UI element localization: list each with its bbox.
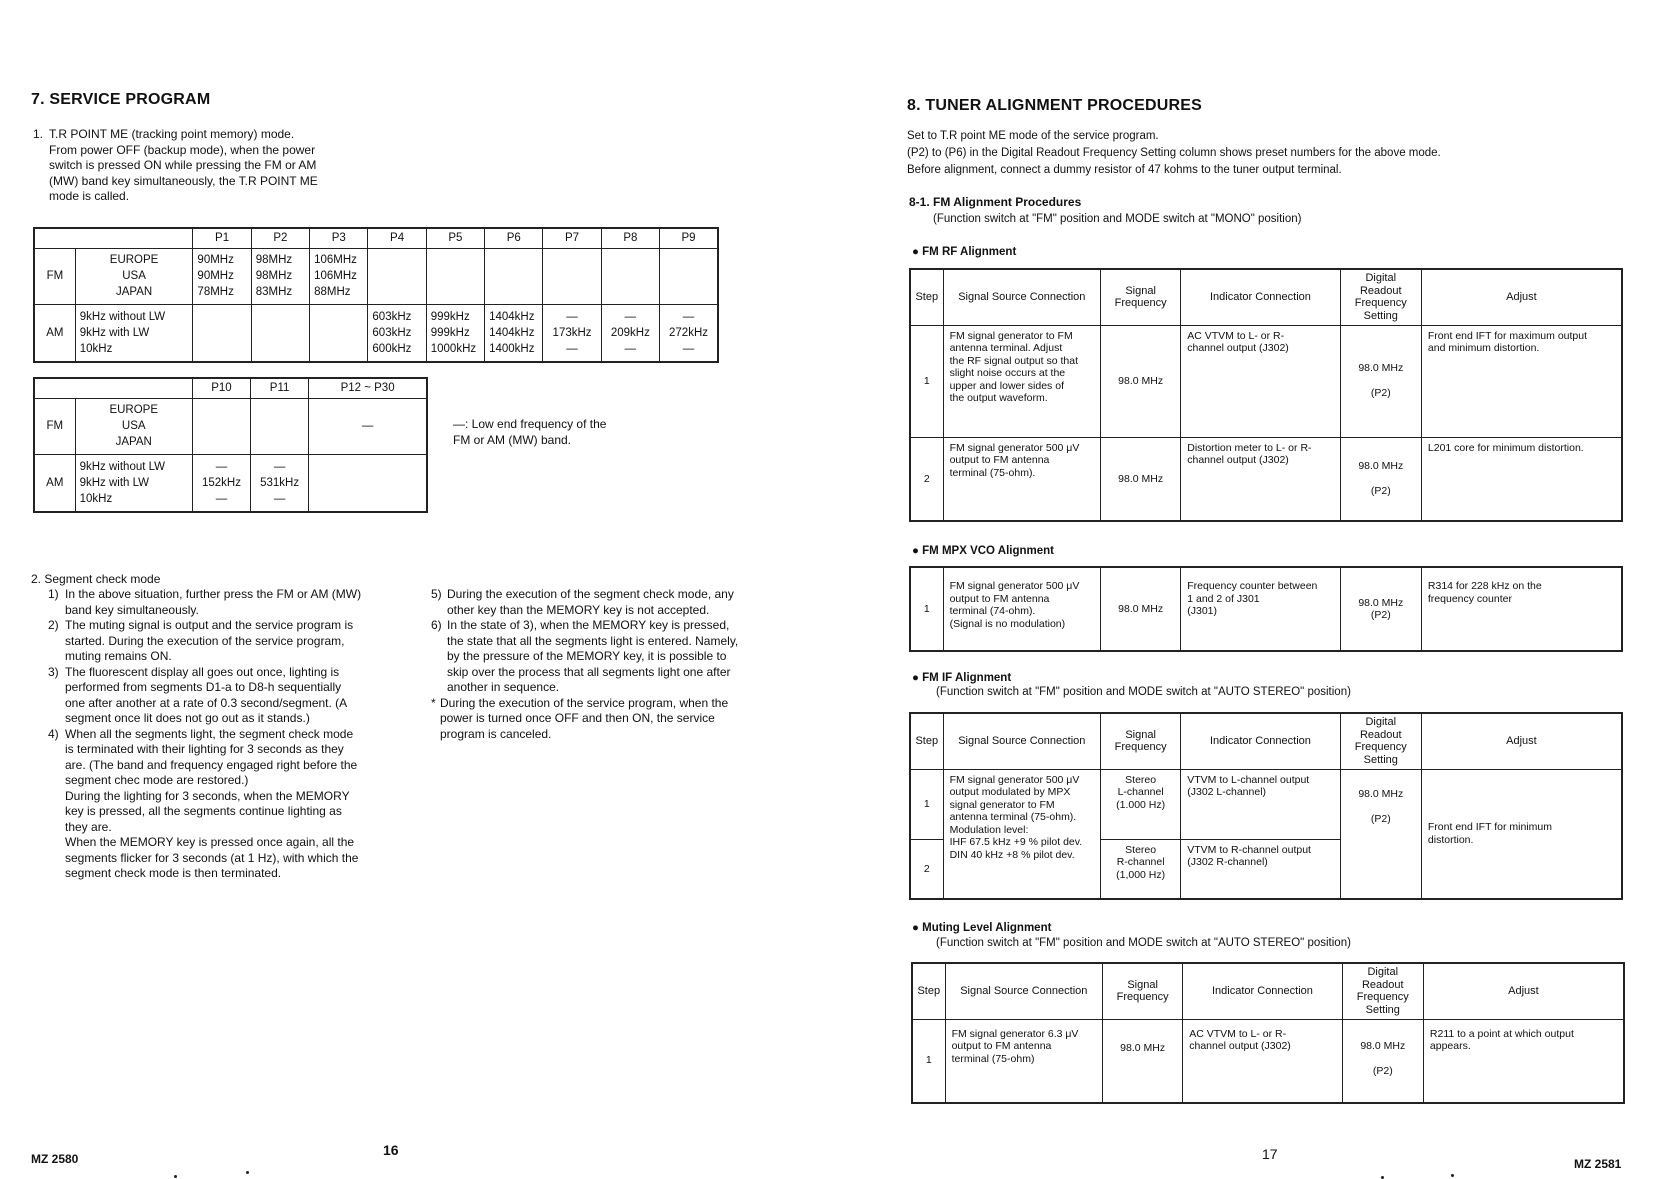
preset-table-p1-p9: [33, 227, 719, 363]
header-signal-frequency: Signal Frequency: [1101, 713, 1181, 769]
header-p12-p30: P12 ~ P30: [309, 378, 427, 398]
am-step-modes: 9kHz without LW 9kHz with LW 10kHz: [75, 454, 192, 512]
adjust-cell: L201 core for minimum distortion.: [1421, 437, 1622, 521]
table-row: [910, 567, 1622, 651]
item-1-trpointme: [33, 127, 373, 205]
readout-setting-cell: 98.0 MHz (P2): [1342, 1019, 1423, 1103]
header-p7: P7: [543, 228, 601, 248]
footer-model-left: MZ 2580: [31, 1152, 79, 1166]
if-alignment-heading: ● FM IF Alignment: [912, 672, 1012, 684]
step-number: 1: [910, 567, 943, 651]
list-item-text: During the execution of the service program, when the power is turned once OFF and then ON, the service program is canceled.: [440, 695, 729, 741]
indicator-cell: VTVM to R-channel output (J302 R-channel): [1181, 839, 1340, 899]
fm-alignment-title: 8-1. FM Alignment Procedures: [909, 195, 1082, 209]
list-item: [48, 618, 420, 665]
table-cell: [193, 304, 251, 362]
table-header-row: [34, 228, 718, 248]
header-step: Step: [910, 269, 943, 325]
list-item: [48, 587, 420, 618]
table-cell: 1404kHz 1404kHz 1400kHz: [485, 304, 543, 362]
item-number: 6): [431, 618, 442, 632]
indicator-cell: AC VTVM to L- or R- channel output (J302): [1183, 1019, 1342, 1103]
header-p5: P5: [426, 228, 484, 248]
am-row: [34, 304, 718, 362]
item-2-title: 2. Segment check mode: [31, 572, 161, 586]
fm-mpx-vco-table: [909, 566, 1623, 652]
table-cell: [368, 248, 426, 304]
item-number: 3): [48, 664, 59, 679]
rf-alignment-title: FM RF Alignment: [922, 246, 1017, 258]
adjust-cell: R211 to a point at which output appears.: [1423, 1019, 1624, 1103]
section-title-tuner-alignment: 8. TUNER ALIGNMENT PROCEDURES: [907, 97, 1203, 114]
header-p8: P8: [601, 228, 659, 248]
table-cell: 90MHz 90MHz 78MHz: [193, 248, 251, 304]
header-adjust: Adjust: [1421, 713, 1622, 769]
segment-check-column-1: [48, 587, 420, 882]
table-header-row: [34, 378, 427, 398]
indicator-cell: VTVM to L-channel output (J302 L-channel): [1181, 769, 1340, 839]
table-cell: [543, 248, 601, 304]
indicator-cell: Distortion meter to L- or R- channel output (J302): [1181, 437, 1340, 521]
muting-alignment-note: (Function switch at "FM" position and MODE switch at "AUTO STEREO" position): [936, 937, 1351, 949]
table-cell: [660, 248, 718, 304]
header-adjust: Adjust: [1423, 963, 1624, 1019]
step-number: 2: [910, 839, 943, 899]
signal-source-cell: FM signal generator 500 μV output to FM antenna terminal (75-ohm).: [943, 437, 1100, 521]
signal-source-cell: FM signal generator 6.3 μV output to FM antenna terminal (75-ohm): [945, 1019, 1102, 1103]
segment-check-column-2: [431, 587, 751, 742]
table-cell: [309, 454, 427, 512]
list-item-text: When all the segments light, the segment check mode is terminated with their lighting for 3 seconds as they are. (The band and frequency engaged right before the segment chec mode are restored.) During the lighting for 3 seconds, when the MEMORY key is pressed, all the segments continue lighting as they are. When the MEMORY key is pressed once again, all the segments flicker for 3 seconds (at 1 Hz), with which the segment check mode is then terminated.: [65, 726, 359, 880]
indicator-cell: Frequency counter between 1 and 2 of J301 (J301): [1181, 567, 1340, 651]
header-p9: P9: [660, 228, 718, 248]
adjust-cell: Front end IFT for minimum distortion.: [1421, 769, 1622, 899]
scan-speck: [174, 1175, 177, 1178]
table-cell: 98MHz 98MHz 83MHz: [251, 248, 309, 304]
header-p4: P4: [368, 228, 426, 248]
table-cell: [310, 304, 368, 362]
list-item: [48, 665, 420, 727]
item-number: 1.: [33, 127, 44, 141]
table-header-row: [910, 713, 1622, 769]
list-item-text: The fluorescent display all goes out once, lighting is performed from segments D1-a to D8-h sequentially one after another at a rate of 0.3 second/segment. (A segment once lit does not go out as it stands.): [65, 664, 348, 725]
list-item: [48, 727, 420, 882]
header-signal-source: Signal Source Connection: [945, 963, 1102, 1019]
header-p1: P1: [193, 228, 251, 248]
readout-setting-cell: 98.0 MHz (P2): [1340, 325, 1421, 437]
adjust-cell: Front end IFT for maximum output and minimum distortion.: [1421, 325, 1622, 437]
muting-level-table: [911, 962, 1625, 1104]
fm-alignment-note: (Function switch at "FM" position and MODE switch at "MONO" position): [933, 213, 1302, 225]
table-cell: — 152kHz —: [192, 454, 250, 512]
list-item: [431, 618, 751, 696]
step-number: 1: [912, 1019, 945, 1103]
indicator-cell: AC VTVM to L- or R- channel output (J302): [1181, 325, 1340, 437]
table-cell: 999kHz 999kHz 1000kHz: [426, 304, 484, 362]
page-number-right: 17: [1262, 1146, 1278, 1162]
header-readout-setting: Digital Readout Frequency Setting: [1340, 713, 1421, 769]
am-row: [34, 454, 427, 512]
signal-frequency-cell: 98.0 MHz: [1101, 567, 1181, 651]
header-signal-source: Signal Source Connection: [943, 269, 1100, 325]
header-indicator: Indicator Connection: [1183, 963, 1342, 1019]
adjust-cell: R314 for 228 kHz on the frequency counter: [1421, 567, 1622, 651]
mpx-alignment-heading: ● FM MPX VCO Alignment: [912, 545, 1054, 557]
table-cell: 106MHz 106MHz 88MHz: [310, 248, 368, 304]
header-signal-frequency: Signal Frequency: [1101, 269, 1181, 325]
readout-setting-cell: 98.0 MHz (P2): [1340, 769, 1421, 899]
item-number: *: [431, 695, 436, 710]
readout-setting-cell: 98.0 MHz (P2): [1340, 567, 1421, 651]
section-title-service-program: 7. SERVICE PROGRAM: [31, 91, 211, 108]
table-row: [910, 769, 1622, 839]
header-adjust: Adjust: [1421, 269, 1622, 325]
am-label: AM: [34, 454, 75, 512]
scan-speck: [1451, 1174, 1454, 1177]
am-step-modes: 9kHz without LW 9kHz with LW 10kHz: [75, 304, 193, 362]
signal-frequency-cell: 98.0 MHz: [1103, 1019, 1183, 1103]
item-number: 4): [48, 726, 59, 741]
step-number: 1: [910, 325, 943, 437]
rf-alignment-heading: ● FM RF Alignment: [912, 246, 1017, 258]
table-cell: [426, 248, 484, 304]
item-number: 1): [48, 587, 59, 601]
page-number-left: 16: [383, 1142, 399, 1158]
header-signal-frequency: Signal Frequency: [1103, 963, 1183, 1019]
fm-regions: EUROPE USA JAPAN: [75, 398, 192, 454]
list-item-text: In the above situation, further press the FM or AM (MW) band key simultaneously.: [65, 587, 362, 617]
table-cell: [192, 398, 250, 454]
step-number: 2: [910, 437, 943, 521]
header-readout-setting: Digital Readout Frequency Setting: [1342, 963, 1423, 1019]
table-cell: —: [309, 398, 427, 454]
table-cell: — 209kHz —: [601, 304, 659, 362]
list-item: [431, 696, 751, 743]
fm-label: FM: [34, 248, 75, 304]
if-alignment-title: FM IF Alignment: [922, 672, 1012, 684]
item-number: 2): [48, 618, 59, 632]
table-row: [912, 1019, 1624, 1103]
table-header-row: [910, 269, 1622, 325]
intro-text: Set to T.R point ME mode of the service program. (P2) to (P6) in the Digital Readout Frequency Setting column shows preset numbers for the above mode. Before alignment, connect a dummy resistor of 47 kohms to the tuner output terminal.: [907, 130, 1441, 176]
signal-frequency-cell: Stereo R-channel (1,000 Hz): [1101, 839, 1181, 899]
table-cell: — 173kHz —: [543, 304, 601, 362]
signal-source-cell: FM signal generator 500 μV output to FM antenna terminal (74-ohm). (Signal is no modulation): [943, 567, 1100, 651]
table-cell: [251, 398, 309, 454]
header-p3: P3: [310, 228, 368, 248]
fm-row: [34, 398, 427, 454]
readout-setting-cell: 98.0 MHz (P2): [1340, 437, 1421, 521]
header-p10: P10: [192, 378, 250, 398]
table-cell: [251, 304, 309, 362]
step-number: 1: [910, 769, 943, 839]
list-item: [431, 587, 751, 618]
header-p11: P11: [251, 378, 309, 398]
muting-alignment-heading: ● Muting Level Alignment: [912, 922, 1052, 934]
scan-speck: [246, 1171, 249, 1174]
signal-source-cell: FM signal generator 500 μV output modulated by MPX signal generator to FM antenna terminal (75-ohm). Modulation level: IHF 67.5 kHz +9 % pilot dev. DIN 40 kHz +8 % pilot dev.: [943, 769, 1100, 899]
list-item-text: During the execution of the segment check mode, any other key than the MEMORY key is not accepted.: [447, 587, 734, 617]
header-p2: P2: [251, 228, 309, 248]
item-1-text: T.R POINT ME (tracking point memory) mode. From power OFF (backup mode), when the power switch is pressed ON while pressing the FM or AM (MW) band key simultaneously, the T.R POINT ME mode is called.: [49, 127, 318, 203]
fm-if-alignment-table: [909, 712, 1623, 900]
list-item-text: The muting signal is output and the service program is started. During the execution of the service program, muting remains ON.: [65, 618, 354, 663]
item-number: 5): [431, 587, 442, 601]
header-readout-setting: Digital Readout Frequency Setting: [1340, 269, 1421, 325]
table-cell: — 531kHz —: [251, 454, 309, 512]
muting-alignment-title: Muting Level Alignment: [922, 922, 1052, 934]
table-cell: [601, 248, 659, 304]
table-header-row: [912, 963, 1624, 1019]
if-alignment-note: (Function switch at "FM" position and MODE switch at "AUTO STEREO" position): [936, 686, 1351, 698]
header-step: Step: [910, 713, 943, 769]
table-row: [910, 437, 1622, 521]
table-cell: [485, 248, 543, 304]
list-item-text: In the state of 3), when the MEMORY key is pressed, the state that all the segments light is entered. Namely, by the pressure of the MEMORY key, it is possible to skip over the process that all segments light one after another in sequence.: [447, 618, 739, 694]
mpx-alignment-title: FM MPX VCO Alignment: [922, 545, 1054, 557]
fm-rf-alignment-table: [909, 268, 1623, 522]
signal-frequency-cell: 98.0 MHz: [1101, 437, 1181, 521]
header-indicator: Indicator Connection: [1181, 269, 1340, 325]
am-label: AM: [34, 304, 75, 362]
footer-model-right: MZ 2581: [1574, 1157, 1622, 1171]
table-cell: 603kHz 603kHz 600kHz: [368, 304, 426, 362]
header-indicator: Indicator Connection: [1181, 713, 1340, 769]
signal-source-cell: FM signal generator to FM antenna terminal. Adjust the RF signal output so that slight noise occurs at the upper and lower sides of the output waveform.: [943, 325, 1100, 437]
fm-label: FM: [34, 398, 75, 454]
header-signal-source: Signal Source Connection: [943, 713, 1100, 769]
header-p6: P6: [485, 228, 543, 248]
signal-frequency-cell: Stereo L-channel (1.000 Hz): [1101, 769, 1181, 839]
preset-table-p10-p30: [33, 377, 428, 513]
header-step: Step: [912, 963, 945, 1019]
table-note: —: Low end frequency of the FM or AM (MW) band.: [453, 417, 607, 447]
table-cell: — 272kHz —: [660, 304, 718, 362]
fm-regions: EUROPE USA JAPAN: [75, 248, 193, 304]
signal-frequency-cell: 98.0 MHz: [1101, 325, 1181, 437]
table-row: [910, 325, 1622, 437]
fm-row: [34, 248, 718, 304]
